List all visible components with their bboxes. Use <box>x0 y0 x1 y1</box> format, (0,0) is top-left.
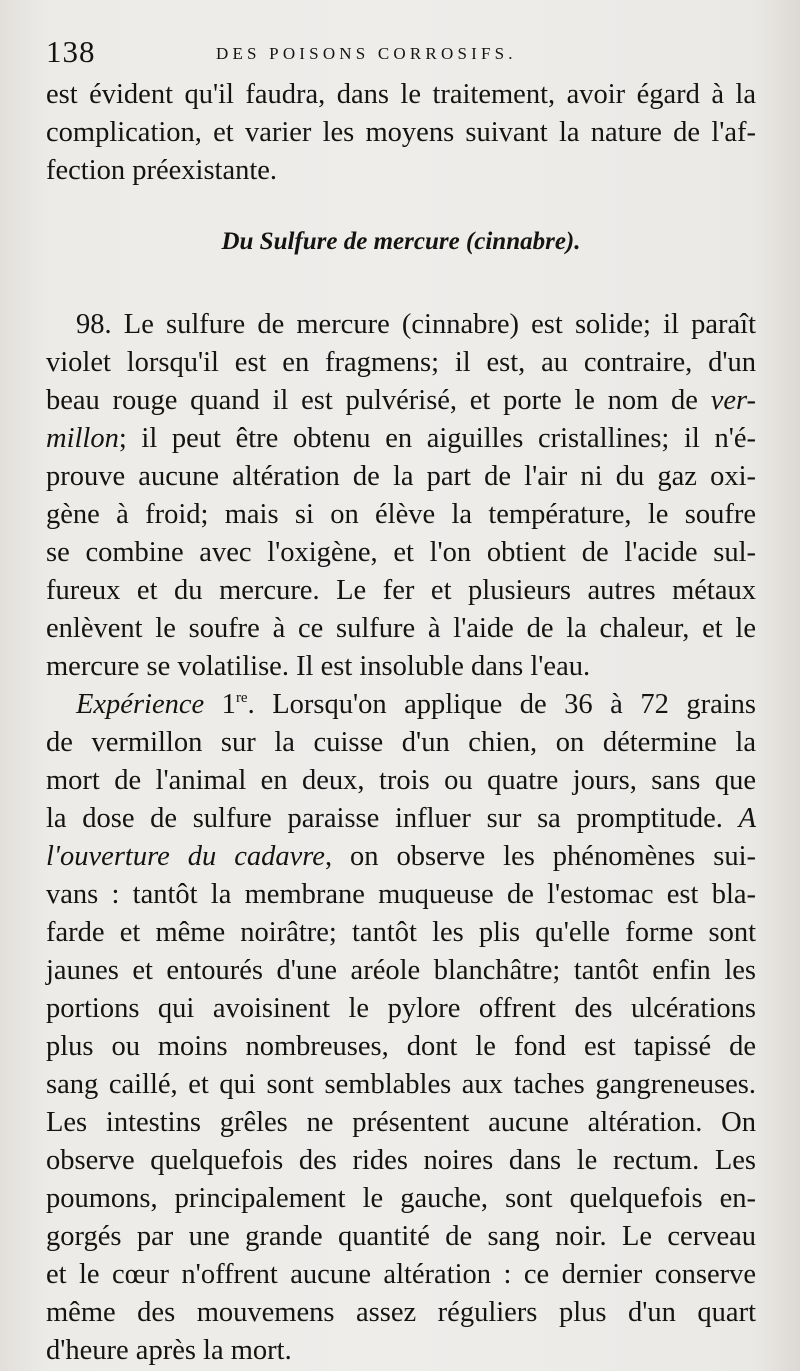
page-header <box>46 34 766 74</box>
text-line: fureux et du mercure. Le fer et plusieurs autres métaux <box>46 575 756 606</box>
italic-term: l'ouverture du cadavre <box>46 841 325 872</box>
text-line: mercure se volatilise. Il est insoluble dans l'eau. <box>46 651 591 682</box>
section-title: Du Sulfure de mercure (cinnabre). <box>221 228 581 255</box>
italic-term: A <box>738 803 756 834</box>
text-line <box>46 420 756 458</box>
text-line: portions qui avoisinent le pylore offrent des ulcérations <box>46 993 756 1024</box>
text-line: vans : tantôt la membrane muqueuse de l'estomac est bla- <box>46 879 756 910</box>
text-line: plus ou moins nombreuses, dont le fond est tapissé de <box>46 1031 756 1062</box>
text-line: d'heure après la mort. <box>46 1335 292 1366</box>
text-line: et le cœur n'offrent aucune altération : ce dernier conserve <box>46 1259 756 1290</box>
text-span: 1 <box>204 689 236 720</box>
text-span: ; il peut être obtenu en aiguilles cristallines; il n'é- <box>118 423 756 454</box>
text-line: farde et même noirâtre; tantôt les plis qu'elle forme sont <box>46 917 756 948</box>
running-head: DES POISONS CORROSIFS. <box>216 44 517 63</box>
text-line: observe quelquefois des rides noires dans le rectum. Les <box>46 1145 756 1176</box>
text-line: est évident qu'il faudra, dans le traitement, avoir égard à la <box>46 79 756 110</box>
italic-term: Expérience <box>76 689 205 720</box>
text-line <box>46 686 756 724</box>
text-line: de vermillon sur la cuisse d'un chien, on détermine la <box>46 727 756 758</box>
text-line: poumons, principalement le gauche, sont quelquefois en- <box>46 1183 756 1214</box>
text-line: violet lorsqu'il est en fragmens; il est, au contraire, d'un <box>46 347 756 378</box>
text-line: prouve aucune altération de la part de l'air ni du gaz oxi- <box>46 461 756 492</box>
text-line: mort de l'animal en deux, trois ou quatre jours, sans que <box>46 765 756 796</box>
text-line <box>46 382 756 420</box>
text-span: la dose de sulfure paraisse influer sur sa promptitude. <box>46 803 739 834</box>
text-line <box>46 800 756 838</box>
text-line: jaunes et entourés d'une aréole blanchâtre; tantôt enfin les <box>46 955 756 986</box>
italic-term: millon <box>46 423 119 454</box>
text-line: Les intestins grêles ne présentent aucune altération. On <box>46 1107 756 1138</box>
text-line: même des mouvemens assez réguliers plus d'un quart <box>46 1297 756 1328</box>
text-line <box>46 838 756 876</box>
text-span: , on observe les phénomènes sui- <box>324 841 756 872</box>
text-line: sang caillé, et qui sont semblables aux taches gangreneuses. <box>46 1069 756 1100</box>
text-span: beau rouge quand il est pulvérisé, et porte le nom de <box>46 385 711 416</box>
text-line: gorgés par une grande quantité de sang noir. Le cerveau <box>46 1221 756 1252</box>
text-line: complication, et varier les moyens suivant la nature de l'af- <box>46 117 756 148</box>
page-number: 138 <box>46 34 96 69</box>
text-line: fection préexistante. <box>46 155 278 186</box>
superscript: re <box>235 690 248 706</box>
text-line: se combine avec l'oxigène, et l'on obtient de l'acide sul- <box>46 537 756 568</box>
text-line: 98. Le sulfure de mercure (cinnabre) est solide; il paraît <box>76 309 756 340</box>
text-line: gène à froid; mais si on élève la température, le soufre <box>46 499 756 530</box>
text-line: enlèvent le soufre à ce sulfure à l'aide de la chaleur, et le <box>46 613 756 644</box>
italic-term: ver- <box>710 385 756 416</box>
text-span: . Lorsqu'on applique de 36 à 72 grains <box>247 689 756 720</box>
